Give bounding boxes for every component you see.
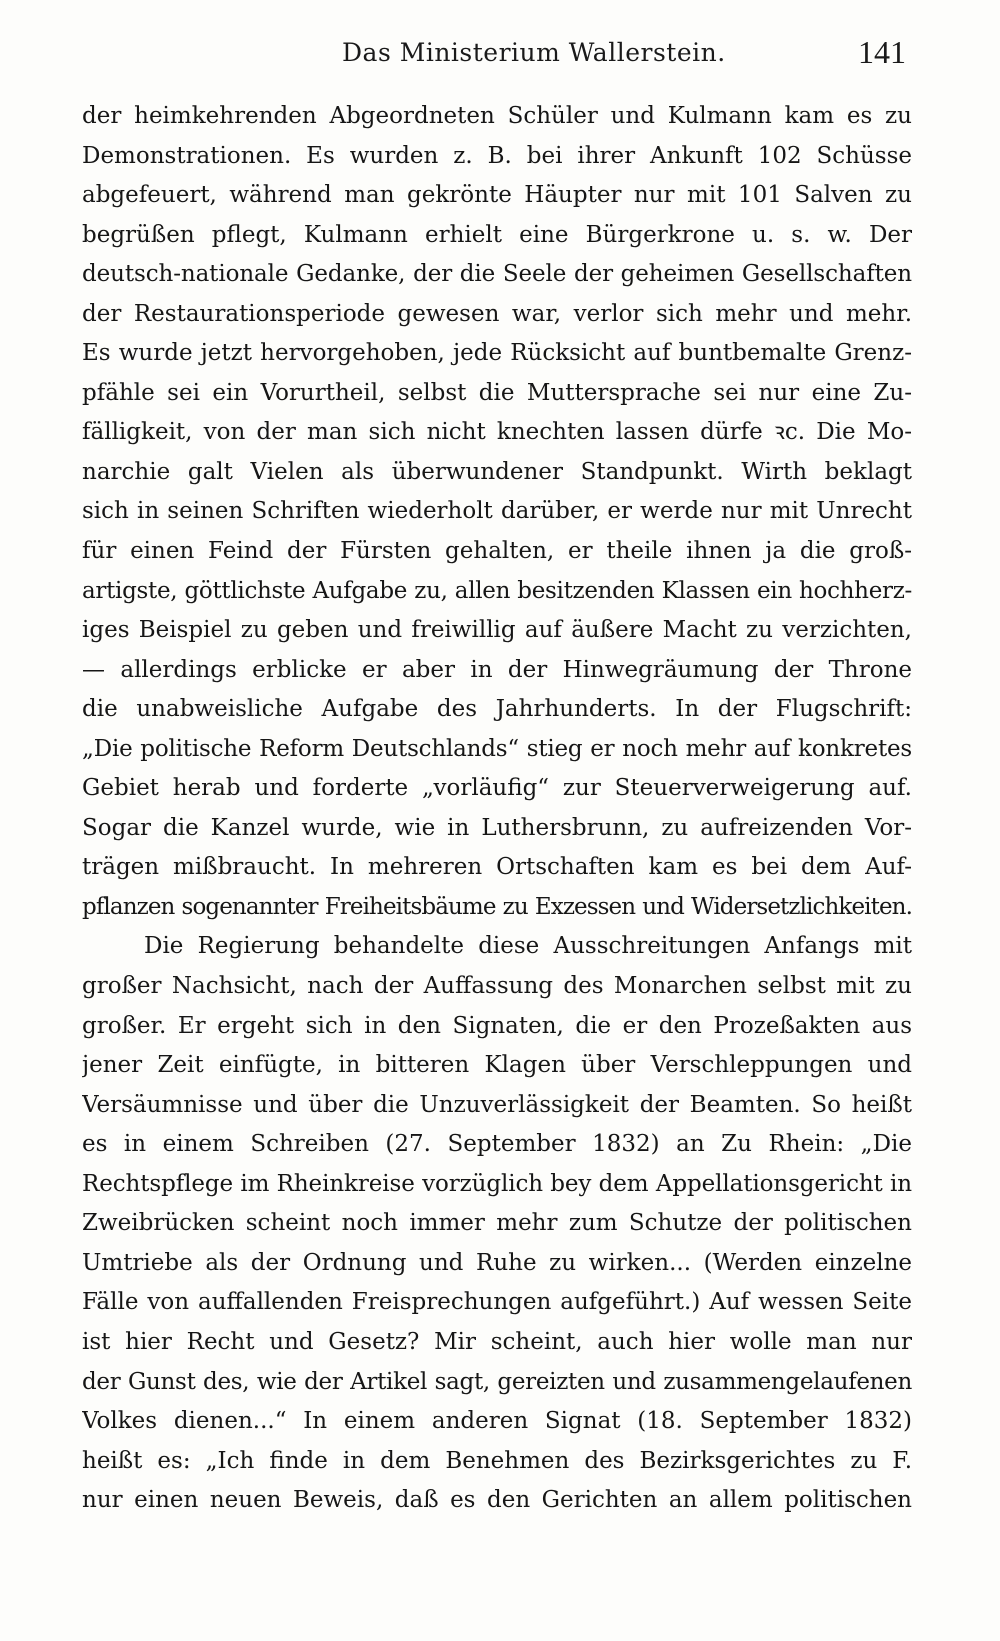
text-line: Zweibrücken scheint noch immer mehr zum Schutze der politischen xyxy=(82,1210,912,1237)
text-line: großer. Er ergeht sich in den Signaten, die er den Prozeßakten aus xyxy=(82,1012,912,1039)
text-line: sich in seinen Schriften wiederholt darüber, er werde nur mit Unrecht xyxy=(82,498,912,525)
text-line: — allerdings erblicke er aber in der Hinwegräumung der Throne xyxy=(82,656,912,683)
text-line: der heimkehrenden Abgeordneten Schüler und Kulmann kam es zu xyxy=(82,103,912,129)
text-line: die unabweisliche Aufgabe des Jahrhunderts. In der Flugschrift: xyxy=(82,696,912,723)
text-line: abgefeuert, während man gekrönte Häupter nur mit 101 Salven zu xyxy=(82,182,912,209)
text-line: heißt es: „Ich finde in dem Benehmen des Bezirksgerichtes zu F. xyxy=(82,1447,912,1474)
text-line: Fälle von auffallenden Freisprechungen aufgeführt.) Auf wessen Seite xyxy=(82,1289,912,1316)
text-line: iges Beispiel zu geben und freiwillig auf äußere Macht zu verzichten, xyxy=(82,617,912,644)
text-line: Rechtspflege im Rheinkreise vorzüglich bey dem Appellationsgericht in xyxy=(82,1170,912,1197)
running-title: Das Ministerium Wallerstein. xyxy=(342,38,726,67)
text-line: Die Regierung behandelte diese Ausschreitungen Anfangs mit xyxy=(144,933,912,960)
text-line: Es wurde jetzt hervorgehoben, jede Rücksicht auf buntbemalte Grenz- xyxy=(82,340,912,367)
text-line: ist hier Recht und Gesetz? Mir scheint, auch hier wolle man nur xyxy=(82,1328,912,1355)
text-line: der Restaurationsperiode gewesen war, verlor sich mehr und mehr. xyxy=(82,300,912,327)
text-line: pfähle sei ein Vorurtheil, selbst die Muttersprache sei nur eine Zu- xyxy=(82,379,912,406)
text-line: Sogar die Kanzel wurde, wie in Luthersbrunn, zu aufreizenden Vor- xyxy=(82,814,912,841)
text-line: „Die politische Reform Deutschlands“ stieg er noch mehr auf konkretes xyxy=(82,735,912,762)
text-line: großer Nachsicht, nach der Auffassung des Monarchen selbst mit zu xyxy=(82,973,912,1000)
text-line: jener Zeit einfügte, in bitteren Klagen über Verschleppungen und xyxy=(82,1052,912,1079)
text-line: Demonstrationen. Es wurden z. B. bei ihrer Ankunft 102 Schüsse xyxy=(82,142,912,169)
text-line: es in einem Schreiben (27. September 1832) an Zu Rhein: „Die xyxy=(82,1131,912,1158)
text-line: nur einen neuen Beweis, daß es den Gerichten an allem politischen xyxy=(82,1487,912,1514)
text-line: narchie galt Vielen als überwundener Standpunkt. Wirth beklagt xyxy=(82,458,912,485)
paragraph-2 xyxy=(82,927,912,1520)
text-line: begrüßen pflegt, Kulmann erhielt eine Bürgerkrone u. s. w. Der xyxy=(82,221,912,248)
text-line: artigste, göttlichste Aufgabe zu, allen besitzenden Klassen ein hochherz- xyxy=(82,577,912,604)
text-line: Gebiet herab und forderte „vorläufig“ zur Steuerverweigerung auf. xyxy=(82,775,912,802)
body-text xyxy=(82,97,912,1521)
running-head xyxy=(0,34,1000,74)
text-line: Versäumnisse und über die Unzuverlässigkeit der Beamten. So heißt xyxy=(82,1091,912,1118)
text-line: trägen mißbraucht. In mehreren Ortschaften kam es bei dem Auf- xyxy=(82,854,912,881)
paragraph-1 xyxy=(82,97,912,927)
page-number: 141 xyxy=(858,34,906,70)
text-line: deutsch-nationale Gedanke, der die Seele der geheimen Gesellschaften xyxy=(82,261,912,288)
text-line: pflanzen sogenannter Freiheitsbäume zu Exzessen und Widersetzlichkeiten. xyxy=(82,893,912,920)
text-line: der Gunst des, wie der Artikel sagt, gereizten und zusammengelaufenen xyxy=(82,1368,912,1395)
text-line: für einen Feind der Fürsten gehalten, er theile ihnen ja die groß- xyxy=(82,538,912,565)
text-line: fälligkeit, von der man sich nicht knechten lassen dürfe ꝛc. Die Mo- xyxy=(82,419,912,446)
text-line: Volkes dienen...“ In einem anderen Signat (18. September 1832) xyxy=(82,1408,912,1435)
text-line: Umtriebe als der Ordnung und Ruhe zu wirken... (Werden einzelne xyxy=(82,1249,912,1276)
